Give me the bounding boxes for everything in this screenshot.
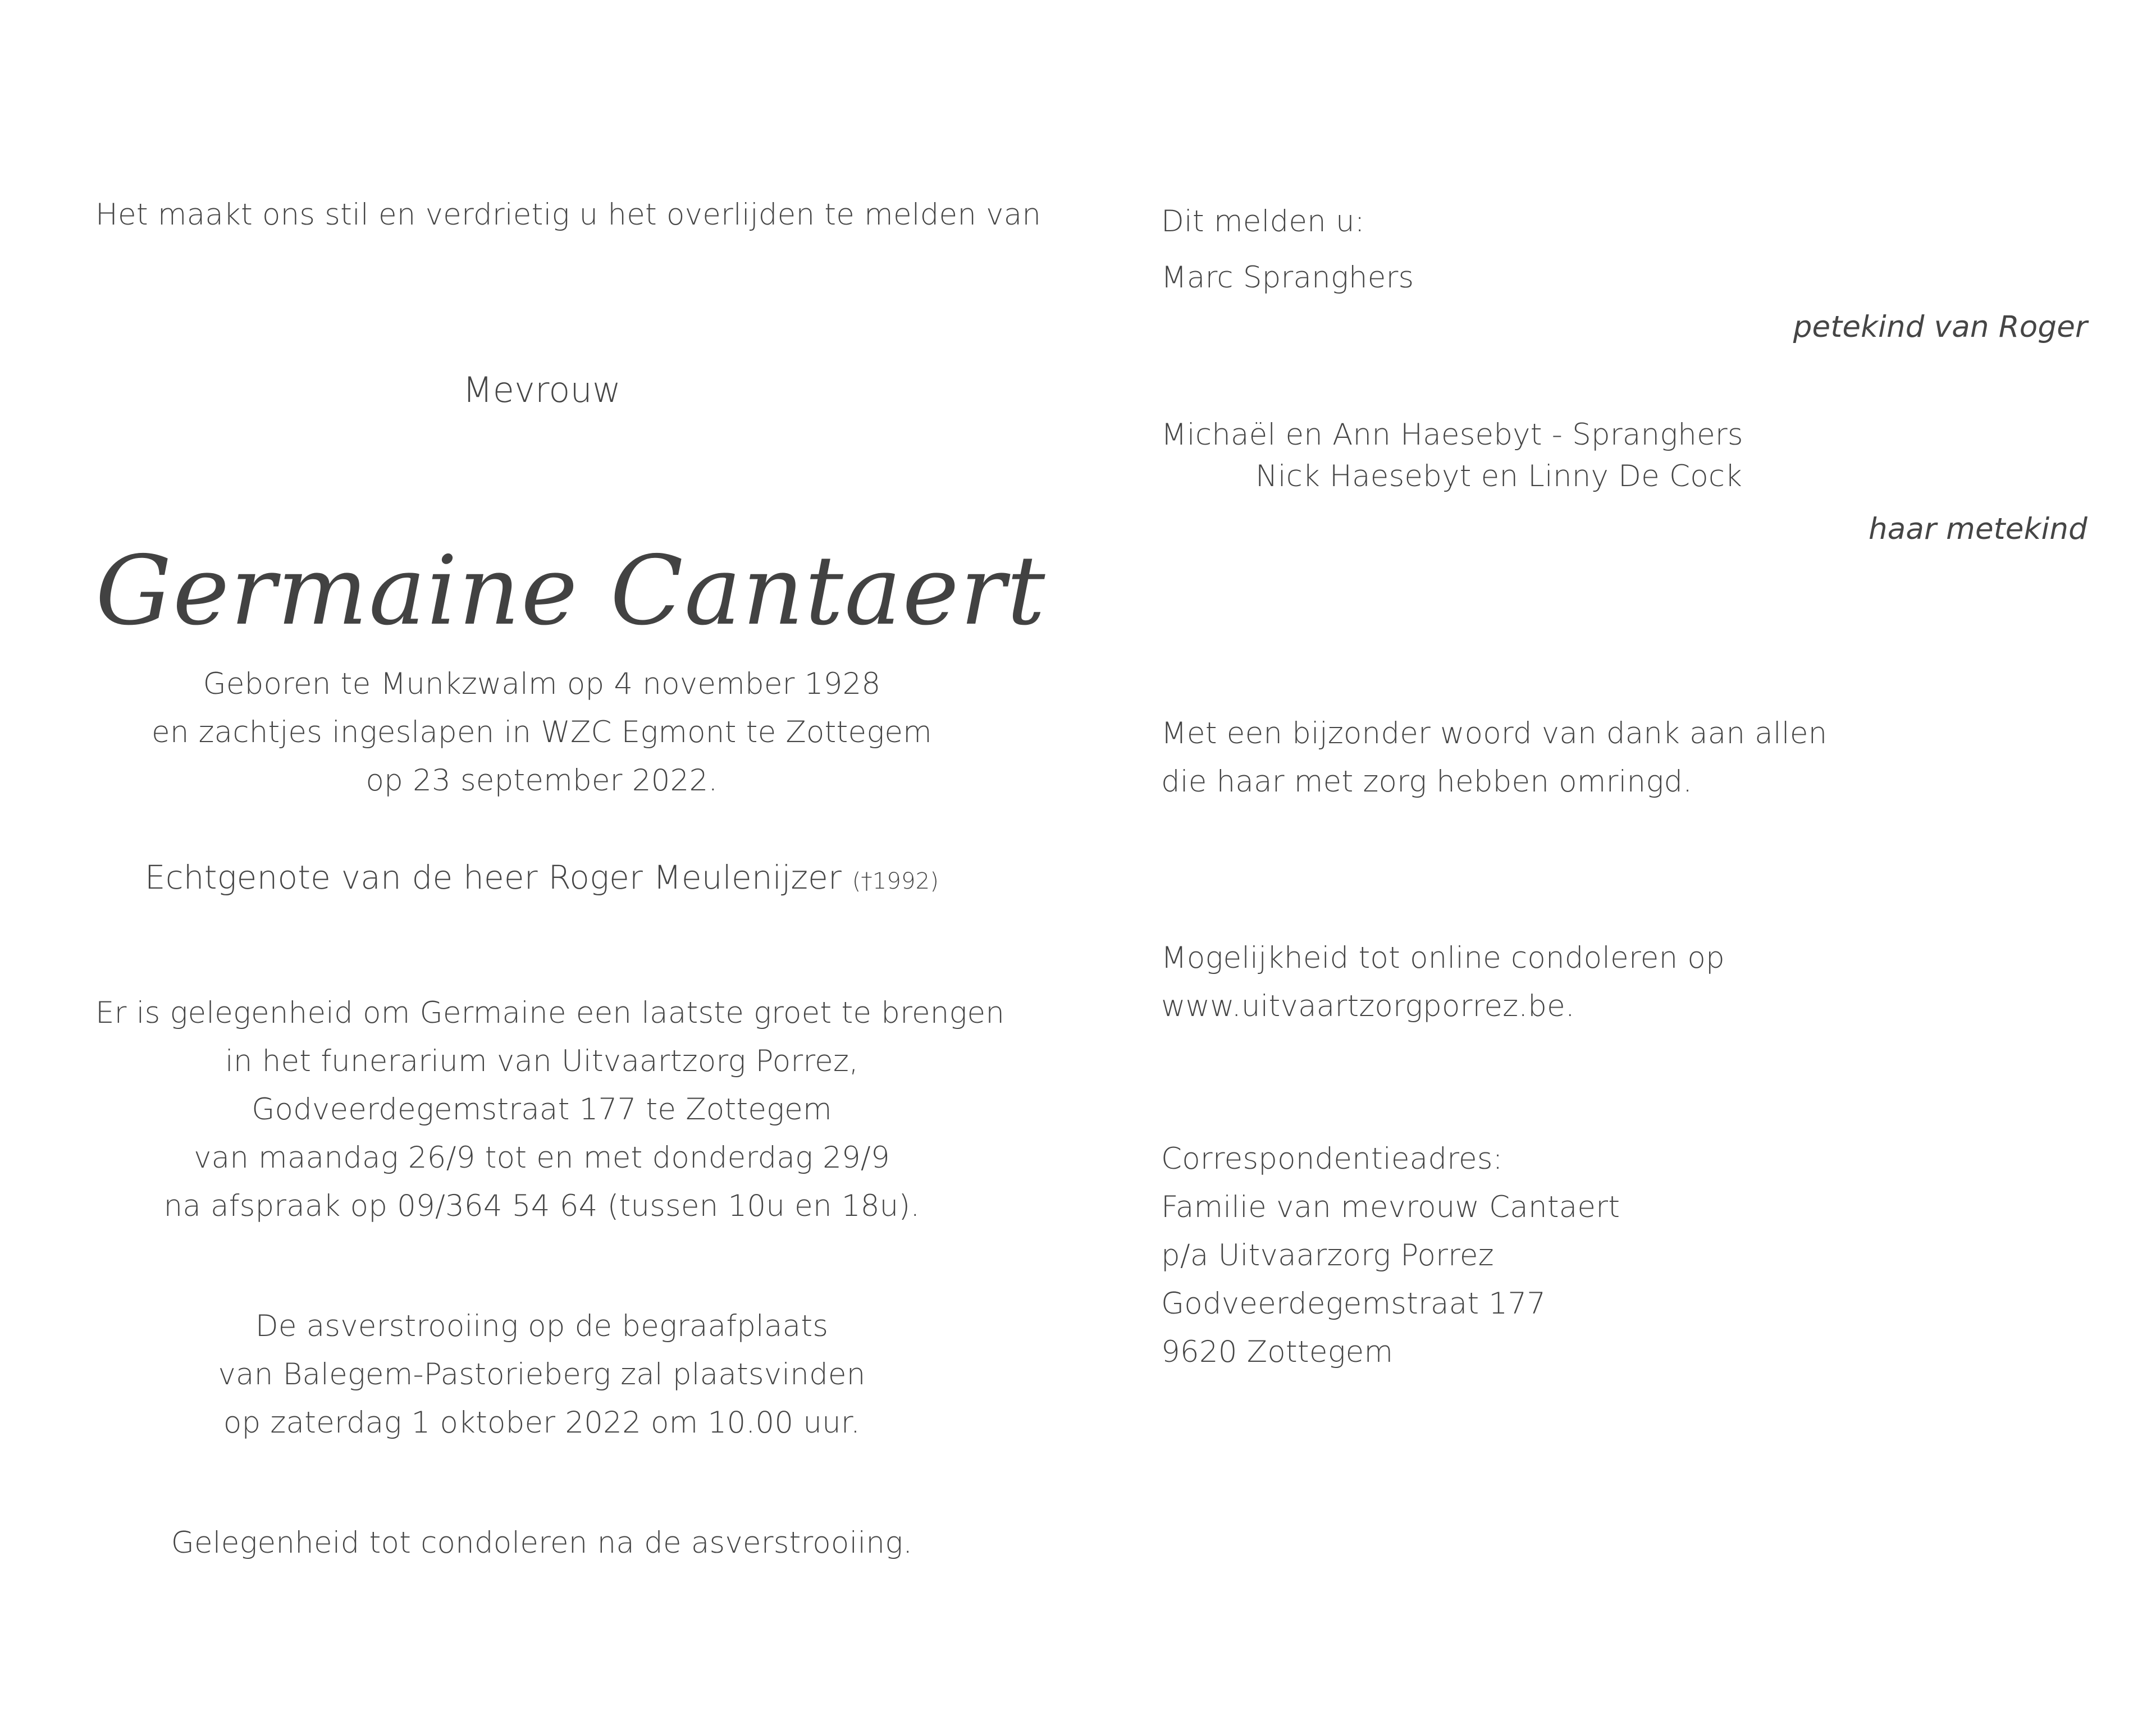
spouse-death-year: (†1992) xyxy=(852,868,939,894)
person-2-line-2: Nick Haesebyt en Linny De Cock xyxy=(1255,459,1743,493)
address-line-1: Correspondentieadres: xyxy=(1161,1142,1503,1176)
ash-line-2: van Balegem-Pastorieberg zal plaatsvinden xyxy=(218,1357,866,1392)
intro-text: Het maakt ons stil en verdrietig u het overlijden te melden van xyxy=(95,198,1042,232)
thanks-line-1: Met een bijzonder woord van dank aan allen xyxy=(1161,716,1828,751)
address-line-3: p/a Uitvaarzorg Porrez xyxy=(1161,1238,1494,1273)
address-line-2: Familie van mevrouw Cantaert xyxy=(1161,1190,1620,1224)
birth-line-2: en zachtjes ingeslapen in WZC Egmont te Zottegem xyxy=(152,715,932,749)
thanks-line-2: die haar met zorg hebben omringd. xyxy=(1161,765,1693,799)
person-2-role: haar metekind xyxy=(1868,512,2088,546)
visit-line-1: Er is gelegenheid om Germaine een laatste groet te brengen xyxy=(95,996,1005,1030)
online-line-2: www.uitvaartzorgporrez.be. xyxy=(1161,989,1575,1023)
condolence-text: Gelegenheid tot condoleren na de asverstrooiing. xyxy=(171,1526,913,1560)
announce-text: Dit melden u: xyxy=(1161,204,1365,239)
deceased-name: Germaine Cantaert xyxy=(95,536,1047,647)
spouse-text: Echtgenote van de heer Roger Meulenijzer xyxy=(144,858,842,896)
ash-line-1: De asverstrooiing op de begraafplaats xyxy=(255,1309,829,1343)
visit-line-3: Godveerdegemstraat 177 te Zottegem xyxy=(252,1092,832,1127)
salutation: Mevrouw xyxy=(463,369,621,410)
person-2-line-1: Michaël en Ann Haesebyt - Spranghers xyxy=(1161,418,1743,452)
visit-line-2: in het funerarium van Uitvaartzorg Porrez, xyxy=(225,1044,859,1078)
birth-line-1: Geboren te Munkzwalm op 4 november 1928 xyxy=(203,667,881,701)
online-line-1: Mogelijkheid tot online condoleren op xyxy=(1161,941,1725,975)
address-line-4: Godveerdegemstraat 177 xyxy=(1161,1287,1546,1321)
visit-line-5: na afspraak op 09/364 54 64 (tussen 10u en 18u). xyxy=(163,1189,920,1223)
spouse-line xyxy=(95,853,988,905)
birth-line-3: op 23 september 2022. xyxy=(366,763,718,798)
address-line-5: 9620 Zottegem xyxy=(1161,1335,1394,1369)
visit-line-4: van maandag 26/9 tot en met donderdag 29/9 xyxy=(194,1141,890,1175)
person-1: Marc Spranghers xyxy=(1161,260,1414,295)
person-1-role: petekind van Roger xyxy=(1793,310,2088,344)
ash-line-3: op zaterdag 1 oktober 2022 om 10.00 uur. xyxy=(223,1406,861,1440)
